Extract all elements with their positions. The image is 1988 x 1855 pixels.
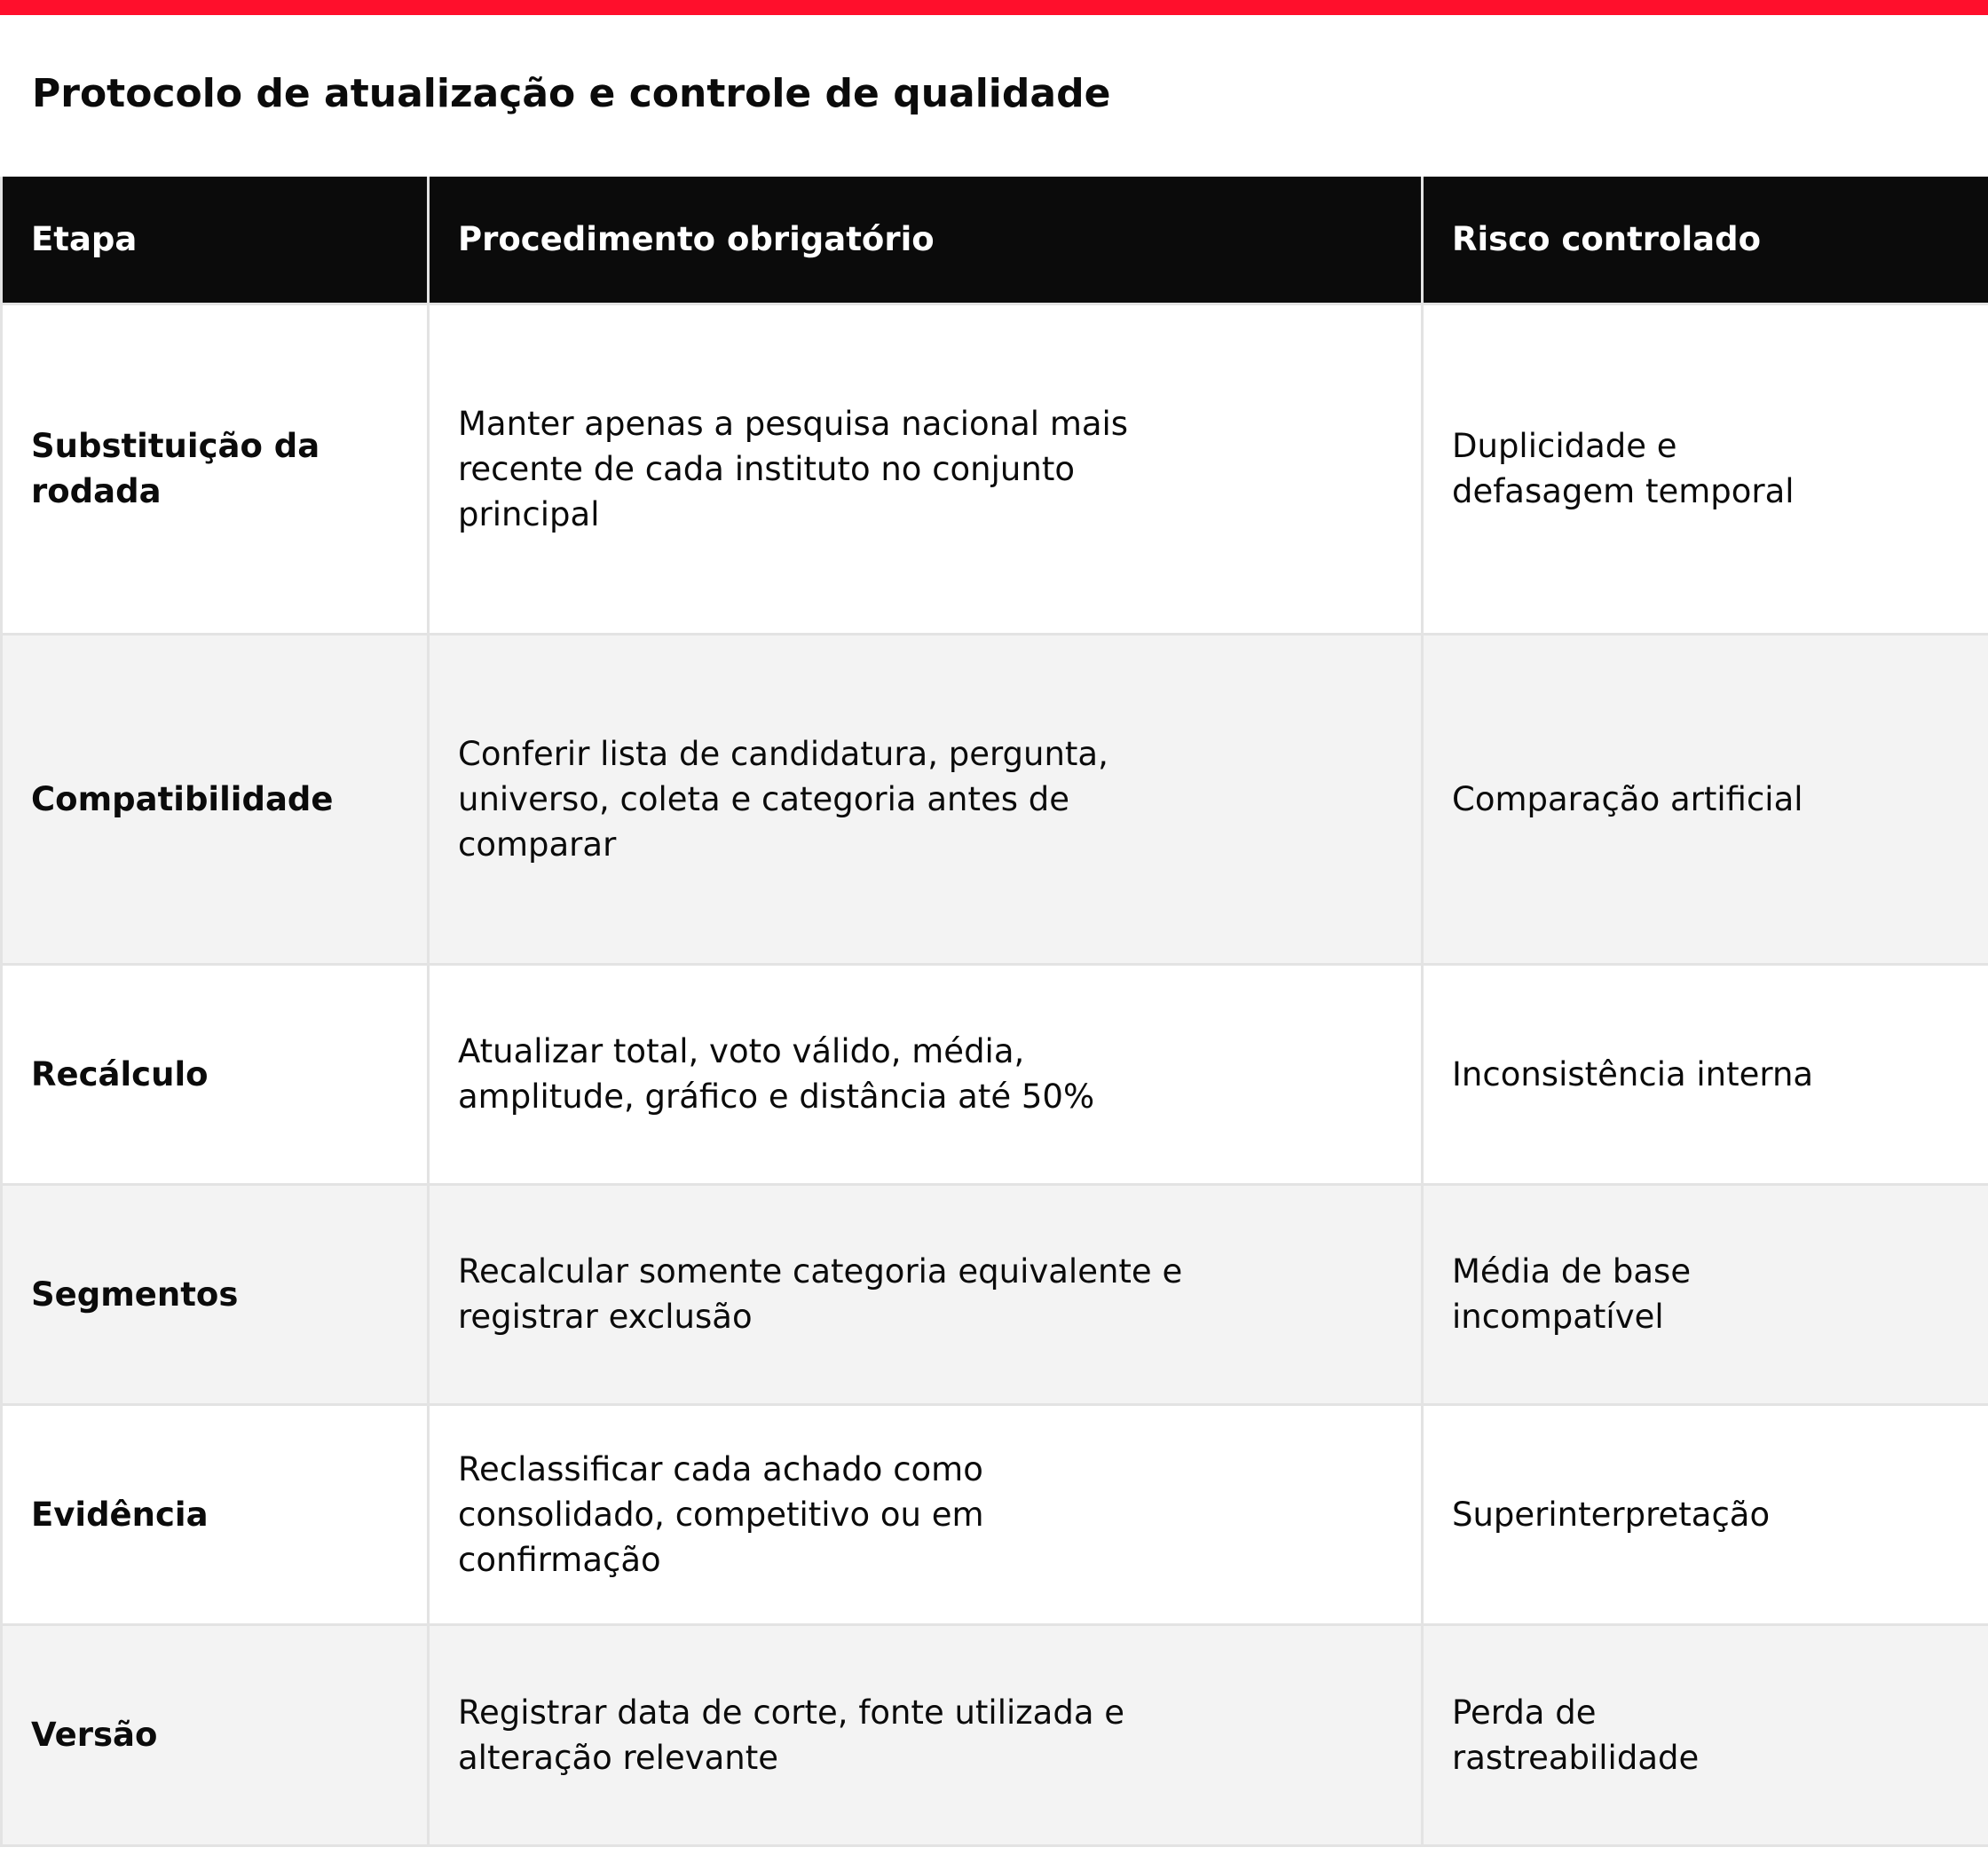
procedimento-text: Recalcular somente categoria equivalente e registrar exclusão [458,1252,1183,1336]
column-header-etapa: Etapa [2,177,429,304]
etapa-cell [2,304,429,634]
risco-text: Média de base incompatível [1452,1252,1692,1336]
risco-text: Inconsistência interna [1452,1054,1814,1093]
table-row [2,1184,1988,1404]
procedimento-text: Conferir lista de candidatura, pergunta, universo, coleta e categoria antes de comparar [458,734,1108,864]
etapa-text: Substituição da rodada [31,427,320,510]
table-row [2,1624,1988,1845]
etapa-text: Evidência [31,1495,209,1534]
risco-text: Duplicidade e defasagem temporal [1452,427,1795,510]
table-header-row [2,177,1988,304]
column-header-risco: Risco controlado [1423,177,1988,304]
procedimento-text: Manter apenas a pesquisa nacional mais recente de cada instituto no conjunto principal [458,404,1129,533]
accent-bar [0,0,1988,15]
etapa-cell [2,964,429,1184]
procedimento-cell [429,304,1423,634]
procedimento-cell [429,964,1423,1184]
risco-cell [1423,634,1988,964]
risco-cell [1423,1184,1988,1404]
table-row [2,634,1988,964]
etapa-cell [2,1184,429,1404]
procedimento-text: Reclassificar cada achado como consolidado, competitivo ou em confirmação [458,1449,984,1579]
etapa-text: Segmentos [31,1275,239,1314]
etapa-text: Recálculo [31,1054,209,1093]
etapa-text: Compatibilidade [31,779,334,818]
procedimento-cell [429,634,1423,964]
procedimento-cell [429,1184,1423,1404]
risco-cell [1423,1624,1988,1845]
column-header-procedimento: Procedimento obrigatório [429,177,1423,304]
risco-cell [1423,964,1988,1184]
table-row [2,304,1988,634]
procedimento-text: Atualizar total, voto válido, média, amplitude, gráfico e distância até 50% [458,1032,1095,1116]
risco-cell [1423,304,1988,634]
page-title: Protocolo de atualização e controle de qualidade [32,71,1111,116]
etapa-cell [2,1404,429,1624]
protocol-table [0,177,1988,1847]
table-row [2,964,1988,1184]
risco-cell [1423,1404,1988,1624]
risco-text: Perda de rastreabilidade [1452,1693,1700,1777]
procedimento-cell [429,1404,1423,1624]
etapa-cell [2,634,429,964]
risco-text: Superinterpretação [1452,1495,1771,1534]
procedimento-text: Registrar data de corte, fonte utilizada e alteração relevante [458,1693,1125,1777]
table-row [2,1404,1988,1624]
risco-text: Comparação artificial [1452,779,1803,818]
etapa-cell [2,1624,429,1845]
procedimento-cell [429,1624,1423,1845]
etapa-text: Versão [31,1716,158,1754]
